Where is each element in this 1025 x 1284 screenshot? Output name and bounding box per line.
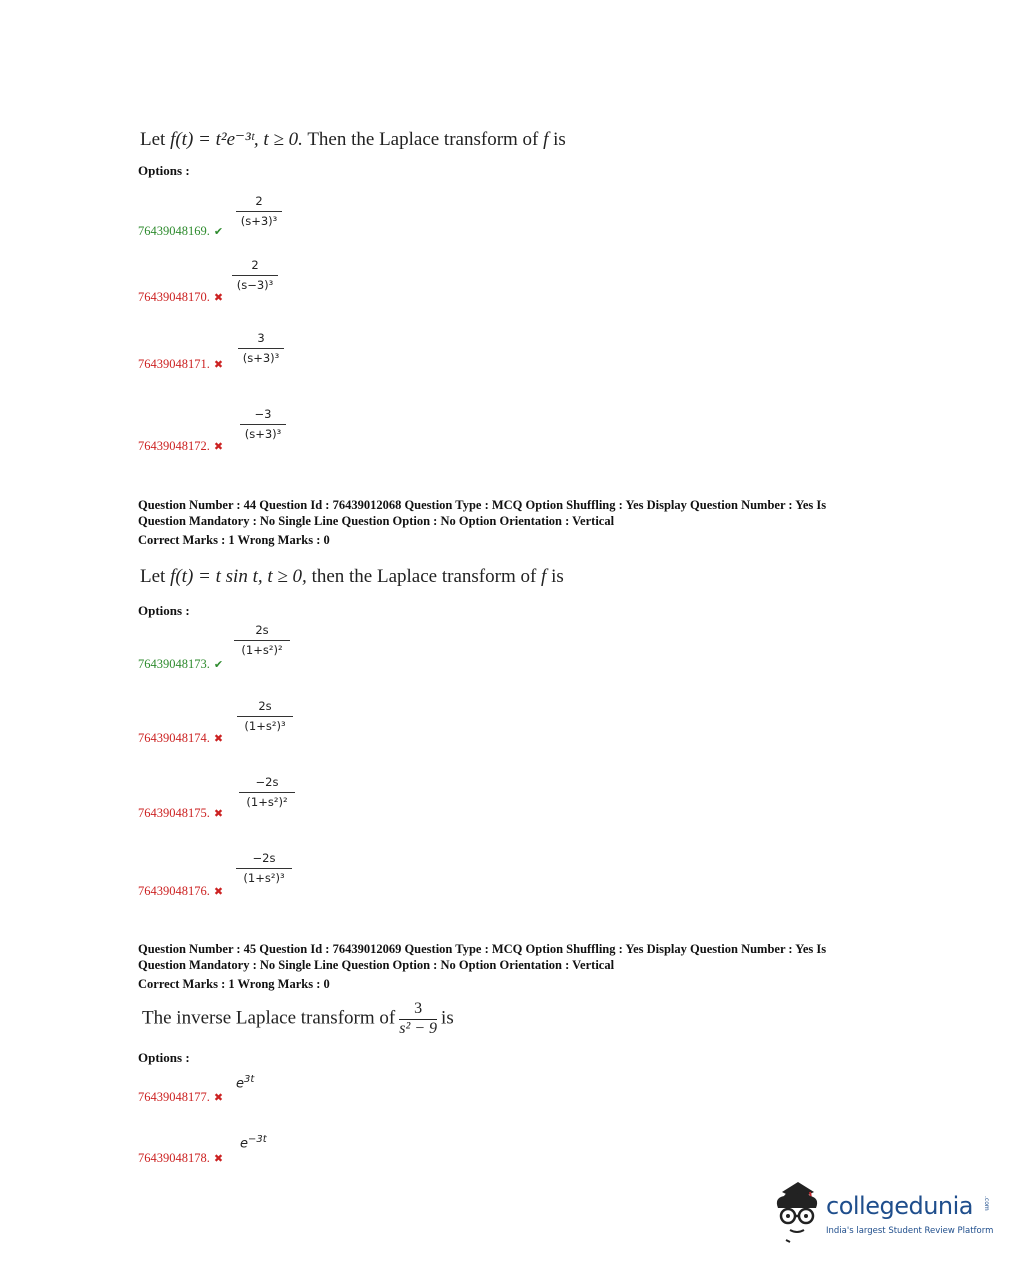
option-math — [236, 194, 282, 228]
exp-base: e — [240, 1136, 248, 1152]
fraction-denominator: (1+s²)² — [241, 643, 283, 657]
fraction-numerator: 2s — [234, 623, 290, 641]
meta-line: Question Mandatory : No Single Line Question Option : No Option Orientation : Vertical — [138, 958, 615, 972]
cross-icon: ✖ — [213, 1092, 224, 1104]
fraction-numerator: 3 — [399, 1000, 437, 1020]
logo-wordmark: collegedunia — [826, 1192, 974, 1220]
mascot-icon — [768, 1178, 826, 1248]
options-label: Options : — [138, 603, 190, 618]
cross-icon: ✖ — [213, 441, 224, 453]
stem-text: Let — [140, 129, 171, 150]
collegedunia-logo — [768, 1178, 993, 1248]
stem-text: is — [553, 129, 566, 150]
check-icon: ✔ — [213, 659, 224, 671]
option-math — [240, 407, 286, 441]
exp-power: 3t — [244, 1074, 255, 1085]
fraction-denominator: s² − 9 — [399, 1020, 438, 1037]
option-math — [236, 1074, 254, 1091]
check-icon: ✔ — [213, 226, 224, 238]
cross-icon: ✖ — [213, 1153, 224, 1165]
stem-text: The inverse Laplace transform of — [142, 1007, 396, 1029]
stem-text: Then the Laplace transform of — [302, 129, 544, 150]
cross-icon: ✖ — [213, 808, 224, 820]
cross-icon: ✖ — [213, 359, 224, 371]
fraction-numerator: 2 — [232, 258, 278, 276]
option-math — [236, 851, 292, 885]
stem-math: f — [543, 129, 549, 150]
option-id: 76439048171. ✖ — [138, 357, 224, 371]
question-meta — [138, 497, 826, 548]
fraction-denominator: (s−3)³ — [236, 278, 274, 292]
stem-math: f(t) = t²e⁻³ᵗ, t ≥ 0. — [170, 129, 303, 150]
logo-suffix: .com — [983, 1196, 990, 1211]
fraction-denominator: (s+3)³ — [242, 351, 280, 365]
stem-fraction — [399, 1000, 437, 1038]
stem-text: is — [441, 1007, 454, 1029]
fraction-denominator: (1+s²)² — [246, 795, 288, 809]
question-stem — [142, 1000, 454, 1038]
meta-line: Question Mandatory : No Single Line Question Option : No Option Orientation : Vertical — [138, 514, 615, 528]
option-math — [240, 1134, 267, 1151]
option-id: 76439048172. ✖ — [138, 439, 224, 453]
meta-line: Question Number : 44 Question Id : 76439012068 Question Type : MCQ Option Shuffling : Yes Display Question Number : Yes Is — [138, 498, 827, 512]
option-id: 76439048177. ✖ — [138, 1090, 224, 1104]
fraction-denominator: (s+3)³ — [244, 427, 282, 441]
options-label: Options : — [138, 1050, 190, 1065]
fraction-numerator: 2s — [237, 699, 293, 717]
question-meta — [138, 941, 826, 992]
option-math — [238, 331, 284, 365]
stem-math: f(t) = t sin t, t ≥ 0, — [170, 566, 307, 587]
option-id: 76439048173. ✔ — [138, 657, 224, 671]
exp-base: e — [236, 1076, 244, 1092]
fraction-denominator: (1+s²)³ — [244, 719, 286, 733]
option-id: 76439048178. ✖ — [138, 1151, 224, 1165]
option-math — [239, 775, 295, 809]
question-stem — [140, 566, 564, 588]
cross-icon: ✖ — [213, 886, 224, 898]
option-id: 76439048174. ✖ — [138, 731, 224, 745]
option-id: 76439048176. ✖ — [138, 884, 224, 898]
fraction-numerator: 2 — [236, 194, 282, 212]
cross-icon: ✖ — [213, 733, 224, 745]
option-math — [234, 623, 290, 657]
stem-text: is — [551, 566, 564, 587]
fraction-denominator: (s+3)³ — [240, 214, 278, 228]
option-id: 76439048175. ✖ — [138, 806, 224, 820]
options-label: Options : — [138, 163, 190, 178]
meta-line: Correct Marks : 1 Wrong Marks : 0 — [138, 977, 330, 991]
logo-tagline: India's largest Student Review Platform — [826, 1226, 994, 1236]
fraction-numerator: 3 — [238, 331, 284, 349]
fraction-denominator: (1+s²)³ — [243, 871, 285, 885]
option-math — [237, 699, 293, 733]
exp-power: −3t — [248, 1134, 267, 1145]
meta-line: Correct Marks : 1 Wrong Marks : 0 — [138, 533, 330, 547]
stem-math: f — [541, 566, 547, 587]
stem-text: Let — [140, 566, 171, 587]
meta-line: Question Number : 45 Question Id : 76439012069 Question Type : MCQ Option Shuffling : Yes Display Question Number : Yes Is — [138, 942, 827, 956]
cross-icon: ✖ — [213, 292, 224, 304]
fraction-numerator: −3 — [240, 407, 286, 425]
question-stem — [140, 128, 566, 151]
option-math — [232, 258, 278, 292]
option-id: 76439048169. ✔ — [138, 224, 224, 238]
fraction-numerator: −2s — [236, 851, 292, 869]
stem-text: then the Laplace transform of — [306, 566, 542, 587]
option-id: 76439048170. ✖ — [138, 290, 224, 304]
fraction-numerator: −2s — [239, 775, 295, 793]
